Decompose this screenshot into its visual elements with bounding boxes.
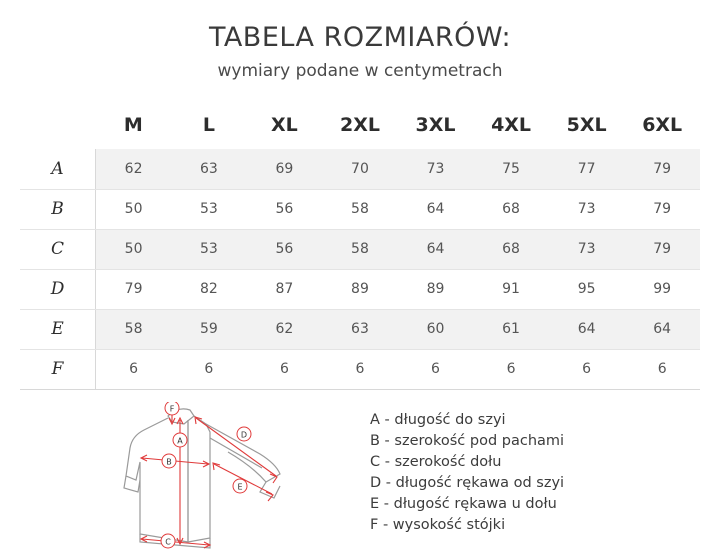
cell-f-6xl: 6: [624, 349, 700, 389]
cell-a-l: 63: [171, 149, 247, 189]
bottom-section: [0, 402, 720, 552]
legend-item-b: B - szerokość pod pachami: [370, 432, 565, 449]
jacket-outline: [124, 408, 280, 547]
marker-d: D: [240, 430, 248, 439]
cell-d-5xl: 95: [549, 269, 625, 309]
cell-d-m: 79: [96, 269, 172, 309]
table-body: [20, 149, 700, 389]
cell-a-2xl: 70: [322, 149, 398, 189]
legend-item-e: E - długość rękawa u dołu: [370, 495, 557, 512]
cell-a-m: 62: [96, 149, 172, 189]
row-label-c: C: [20, 229, 96, 269]
cell-a-4xl: 75: [473, 149, 549, 189]
column-header-l: L: [202, 113, 215, 136]
table-header: [20, 105, 700, 149]
table-header-row: [20, 105, 700, 149]
row-label-b: B: [20, 189, 96, 229]
cell-e-2xl: 63: [322, 309, 398, 349]
cell-b-6xl: 79: [624, 189, 700, 229]
cell-e-m: 58: [96, 309, 172, 349]
marker-a: A: [177, 436, 183, 445]
cell-c-xl: 56: [247, 229, 323, 269]
row-label-d: D: [20, 269, 96, 309]
garment-diagram: [110, 402, 340, 552]
cell-e-6xl: 64: [624, 309, 700, 349]
cell-c-2xl: 58: [322, 229, 398, 269]
cell-d-xl: 87: [247, 269, 323, 309]
column-header-3xl: 3XL: [415, 113, 456, 136]
cell-f-3xl: 6: [398, 349, 474, 389]
size-table: [20, 105, 700, 390]
cell-f-m: 6: [96, 349, 172, 389]
cell-b-3xl: 64: [398, 189, 474, 229]
page-subtitle: wymiary podane w centymetrach: [217, 61, 503, 81]
column-header-2xl: 2XL: [339, 113, 380, 136]
cell-e-4xl: 61: [473, 309, 549, 349]
table-row: [20, 229, 700, 269]
cell-a-xl: 69: [247, 149, 323, 189]
cell-a-5xl: 77: [549, 149, 625, 189]
column-header-6xl: 6XL: [642, 113, 683, 136]
cell-b-4xl: 68: [473, 189, 549, 229]
marker-c: C: [165, 537, 171, 546]
cell-a-6xl: 79: [624, 149, 700, 189]
legend-item-f: F - wysokość stójki: [370, 516, 506, 533]
table-row: [20, 349, 700, 389]
table-row: [20, 269, 700, 309]
cell-f-5xl: 6: [549, 349, 625, 389]
table-row: [20, 149, 700, 189]
cell-f-2xl: 6: [322, 349, 398, 389]
table-row: [20, 309, 700, 349]
cell-e-5xl: 64: [549, 309, 625, 349]
marker-b: B: [166, 457, 172, 466]
cell-e-l: 59: [171, 309, 247, 349]
cell-c-4xl: 68: [473, 229, 549, 269]
column-header-xl: XL: [271, 113, 298, 136]
cell-c-5xl: 73: [549, 229, 625, 269]
cell-f-4xl: 6: [473, 349, 549, 389]
cell-c-l: 53: [171, 229, 247, 269]
cell-c-m: 50: [96, 229, 172, 269]
cell-d-2xl: 89: [322, 269, 398, 309]
cell-b-2xl: 58: [322, 189, 398, 229]
legend: [370, 402, 564, 536]
cell-c-6xl: 79: [624, 229, 700, 269]
cell-f-l: 6: [171, 349, 247, 389]
column-header-m: M: [123, 113, 143, 136]
cell-f-xl: 6: [247, 349, 323, 389]
cell-e-xl: 62: [247, 309, 323, 349]
page-title: TABELA ROZMIARÓW:: [208, 22, 512, 53]
cell-d-6xl: 99: [624, 269, 700, 309]
cell-e-3xl: 60: [398, 309, 474, 349]
legend-item-c: C - szerokość dołu: [370, 453, 502, 470]
cell-b-xl: 56: [247, 189, 323, 229]
table-row: [20, 189, 700, 229]
cell-d-4xl: 91: [473, 269, 549, 309]
row-label-f: F: [20, 349, 96, 389]
marker-e: E: [237, 482, 243, 491]
column-header-5xl: 5XL: [566, 113, 607, 136]
jacket-illustration: [110, 402, 340, 552]
legend-item-a: A - długość do szyi: [370, 411, 506, 428]
cell-c-3xl: 64: [398, 229, 474, 269]
column-header-4xl: 4XL: [491, 113, 532, 136]
marker-f: F: [169, 404, 175, 413]
cell-b-5xl: 73: [549, 189, 625, 229]
cell-b-m: 50: [96, 189, 172, 229]
table-corner-cell: [20, 105, 96, 149]
row-label-a: A: [20, 149, 96, 189]
cell-a-3xl: 73: [398, 149, 474, 189]
row-label-e: E: [20, 309, 96, 349]
legend-item-d: D - długość rękawa od szyi: [370, 474, 565, 491]
cell-b-l: 53: [171, 189, 247, 229]
cell-d-3xl: 89: [398, 269, 474, 309]
cell-d-l: 82: [171, 269, 247, 309]
